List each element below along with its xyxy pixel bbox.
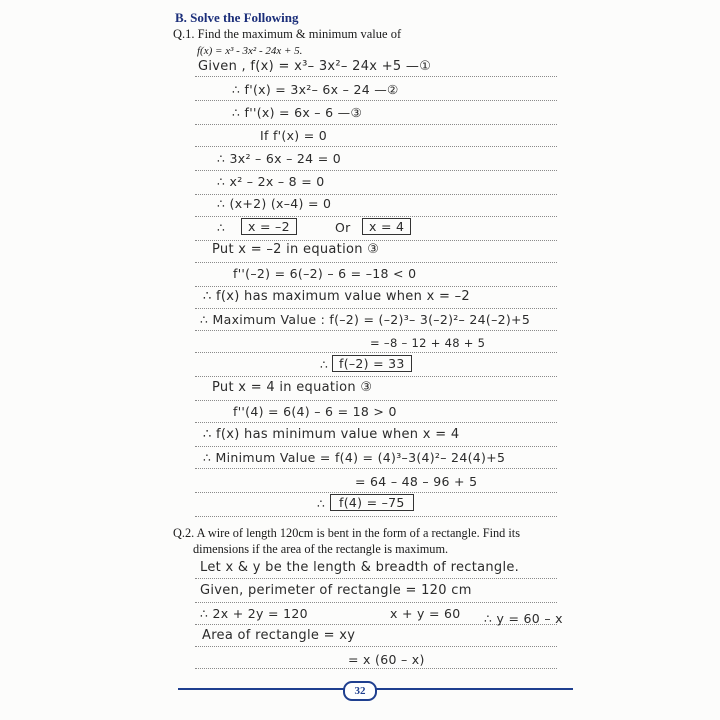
therefore-symbol: ∴ xyxy=(317,496,326,511)
boxed-result: f(–2) = 33 xyxy=(332,355,412,372)
ruled-line xyxy=(195,446,557,447)
q1-line: ∴ f''(x) = 6x – 6 —③ xyxy=(232,105,362,120)
q1-line: ∴ 3x² – 6x – 24 = 0 xyxy=(217,151,342,166)
q1-line: = –8 – 12 + 48 + 5 xyxy=(370,336,486,350)
ruled-line xyxy=(195,516,557,517)
ruled-line xyxy=(195,308,557,309)
q1-line: Put x = 4 in equation ③ xyxy=(212,380,373,395)
therefore-symbol: ∴ xyxy=(320,357,329,372)
q1-line: ∴ f(x) has minimum value when x = 4 xyxy=(203,427,460,442)
ruled-line xyxy=(195,422,557,423)
ruled-line xyxy=(195,146,557,147)
ruled-line xyxy=(195,668,557,669)
ruled-line xyxy=(195,240,557,241)
q1-line: Given , f(x) = x³– 3x²– 24x +5 —① xyxy=(198,59,432,74)
q1-line: ∴ x² – 2x – 8 = 0 xyxy=(217,174,325,189)
ruled-line xyxy=(195,646,557,647)
q1-line: ∴ Maximum Value : f(–2) = (–2)³– 3(–2)²– 24(–2)+5 xyxy=(200,312,531,327)
ruled-line xyxy=(195,170,557,171)
ruled-line xyxy=(195,194,557,195)
ruled-line xyxy=(195,578,557,579)
ruled-line xyxy=(195,468,557,469)
ruled-line xyxy=(195,286,557,287)
boxed-result: f(4) = –75 xyxy=(330,494,414,511)
ruled-line xyxy=(195,76,557,77)
ruled-line xyxy=(195,602,557,603)
therefore-symbol: ∴ xyxy=(217,220,226,235)
boxed-root: x = –2 xyxy=(241,218,297,235)
ruled-line xyxy=(195,262,557,263)
ruled-line xyxy=(195,352,557,353)
q2-line: x + y = 60 xyxy=(390,606,461,621)
q2-line: Let x & y be the length & breadth of rectangle. xyxy=(200,560,520,575)
q1-line: If f'(x) = 0 xyxy=(260,128,328,143)
q2-question-line-2: dimensions if the area of the rectangle is maximum. xyxy=(193,542,449,556)
q1-line: f''(4) = 6(4) – 6 = 18 > 0 xyxy=(233,404,397,419)
ruled-line xyxy=(195,124,557,125)
q1-line: ∴ (x+2) (x–4) = 0 xyxy=(217,196,332,211)
page-number: 32 xyxy=(343,681,377,701)
ruled-line xyxy=(195,492,557,493)
q1-line: ∴ Minimum Value = f(4) = (4)³–3(4)²– 24(4)+5 xyxy=(203,450,506,465)
q1-line: = 64 – 48 – 96 + 5 xyxy=(355,474,478,489)
ruled-line xyxy=(195,376,557,377)
ruled-line xyxy=(195,216,557,217)
q2-question-line-1: Q.2. A wire of length 120cm is bent in the form of a rectangle. Find its xyxy=(173,526,520,540)
q2-line: ∴ 2x + 2y = 120 xyxy=(200,606,308,621)
q1-line: ∴ f'(x) = 3x²– 6x – 24 —② xyxy=(232,82,399,97)
q2-line: = x (60 – x) xyxy=(348,652,425,667)
or-word: Or xyxy=(335,220,351,235)
q1-line: f''(–2) = 6(–2) – 6 = –18 < 0 xyxy=(233,266,417,281)
section-heading: B. Solve the Following xyxy=(175,10,299,25)
ruled-line xyxy=(195,400,557,401)
q1-question: Q.1. Find the maximum & minimum value of xyxy=(173,27,402,41)
q1-line: ∴ f(x) has maximum value when x = –2 xyxy=(203,289,470,304)
q1-function: f(x) = x³ - 3x² - 24x + 5. xyxy=(197,45,303,57)
q2-line: Given, perimeter of rectangle = 120 cm xyxy=(200,583,472,598)
ruled-line xyxy=(195,100,557,101)
q2-line: Area of rectangle = xy xyxy=(202,628,356,643)
boxed-root: x = 4 xyxy=(362,218,411,235)
q1-line: Put x = –2 in equation ③ xyxy=(212,242,380,257)
ruled-line xyxy=(195,330,557,331)
q2-line: ∴ y = 60 – x xyxy=(484,611,563,626)
